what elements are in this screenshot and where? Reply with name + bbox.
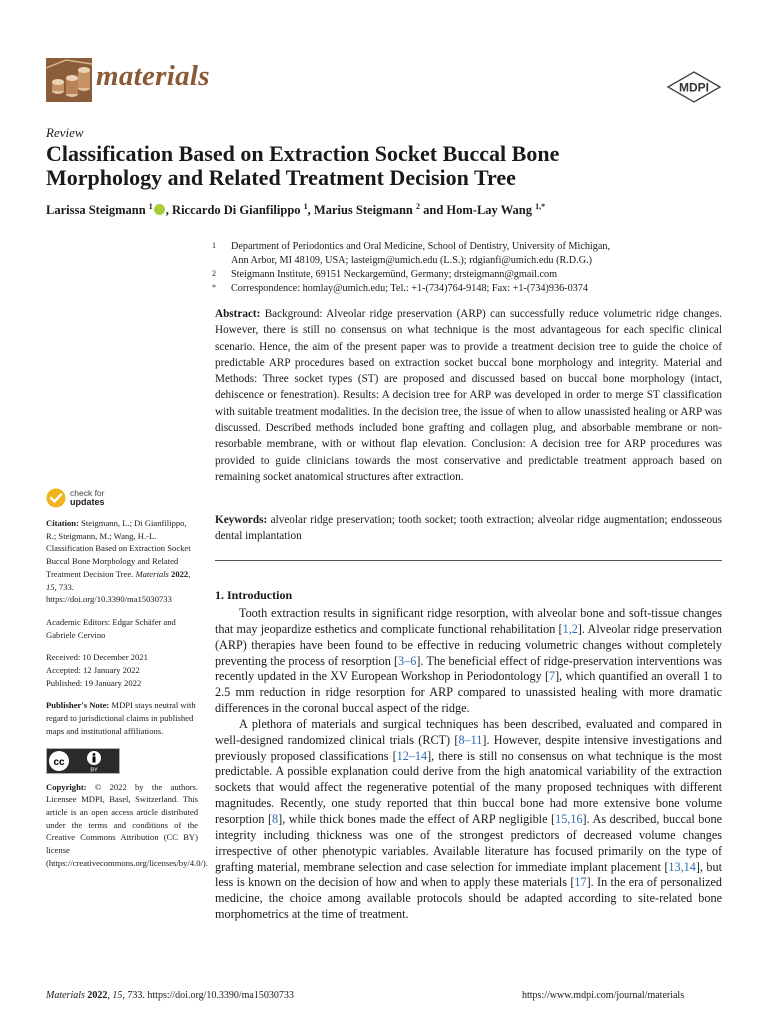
reference-link[interactable]: 17 <box>574 875 587 890</box>
affiliation-text: Steigmann Institute, 69151 Neckargemünd, Germany; drsteigmann@gmail.com <box>231 269 558 280</box>
keywords <box>215 512 722 545</box>
article-type: Review <box>46 125 84 140</box>
author-affil-mark: 1,* <box>535 202 546 211</box>
keywords-label: Keywords: <box>215 514 268 526</box>
copyright <box>46 781 208 870</box>
author-name[interactable]: Larissa Steigmann <box>46 203 146 218</box>
affiliation-text: Ann Arbor, MI 48109, USA; lasteigm@umich.edu (L.S.); rdgianfi@umich.edu (R.D.G.) <box>231 255 593 266</box>
cc-by-text: BY <box>90 767 98 774</box>
section-divider <box>215 560 722 561</box>
author-name[interactable]: Marius Steigmann <box>313 203 413 218</box>
check-for-updates-label <box>70 489 105 507</box>
reference-link[interactable]: 12–14 <box>396 748 428 763</box>
citation-text: Steigmann, L.; Di Gianfilippo, R.; Steigmann, M.; Wang, H.-L. Classification Based on Extraction Socket Buccal Bone Morphology and Related Treatment Decision Tree. <box>46 518 191 579</box>
cc-by-license-icon[interactable] <box>46 748 120 774</box>
article-title <box>46 142 726 190</box>
check-line-1: check for <box>70 488 105 498</box>
abstract-text: Background: Alveolar ridge preservation (ARP) can successfully reduce volumetric ridge changes. However, there is still no consensus on what technique is the most advantageous for each specific clinical scenario. Hence, the aim of the present paper was to provide a treatment decision tree to guide the choice of predictable ARP procedures based on extraction socket buccal bone morphology and integrity. Material and Methods: Three socket types (ST) are proposed and discussed based on buccal bone morphology (intact, dehiscence or fenestration). Results: A decision tree for ARP was developed in order to merge ST classification with suitable treatment modalities. In the decision tree, the issue of when to allow unassisted healing or ARP was discussed. Described methods included bone grafting and collagen plug, and absorbable membrane or non-resorbable membrane, with or without flap elevation. Conclusion: A decision tree for ARP procedures was provided to guide clinicians towards the most conservative and predictable treatment approach based on remaining socket anatomical structures after extraction. <box>215 308 722 483</box>
footer-journal-url[interactable]: https://www.mdpi.com/journal/materials <box>522 990 685 1001</box>
affiliation-mark: 2 <box>212 269 216 278</box>
author-joiner: and <box>423 203 444 218</box>
svg-text:cc: cc <box>53 756 65 768</box>
citation-label: Citation: <box>46 518 79 528</box>
affiliation-item <box>212 282 732 296</box>
copyright-label: Copyright: <box>46 781 87 792</box>
published-date: Published: 19 January 2022 <box>46 677 142 688</box>
title-line-2: Morphology and Related Treatment Decision Tree <box>46 165 516 190</box>
publisher-note-text: MDPI stays neutral with regard to jurisdictional claims in published maps and institutional affiliations. <box>46 700 196 736</box>
citation-volume: 15 <box>46 581 55 592</box>
reference-link[interactable]: 8 <box>272 811 279 826</box>
citation-year: 2022 <box>171 568 189 579</box>
publisher-note <box>46 699 198 737</box>
section-heading: 1. Introduction <box>215 588 293 602</box>
author-name[interactable]: Hom-Lay Wang <box>446 203 532 218</box>
academic-editors: Academic Editors: Edgar Schäfer and Gabriele Cervino <box>46 616 176 640</box>
reference-link[interactable]: 8–11 <box>458 732 483 747</box>
publisher-note-label: Publisher's Note: <box>46 700 110 711</box>
check-for-updates-icon <box>46 488 66 508</box>
affiliation-item <box>212 268 732 282</box>
keywords-text: alveolar ridge preservation; tooth socket; tooth extraction; alveolar ridge augmentation; endosseous dental implantation <box>215 514 722 543</box>
author-list: Larissa Steigmann $^1$ , Riccardo Di Gianfilippo $^1$, Marius Steigmann $^2$ and Hom-Lay Wang $^{1,*}$ <box>46 202 546 218</box>
affiliation-text: Department of Periodontics and Oral Medicine, School of Dentistry, University of Michigan, <box>231 241 611 252</box>
mdpi-logo-text: MDPI <box>679 80 709 95</box>
abstract-label: Abstract: <box>215 308 261 320</box>
check-for-updates-badge[interactable] <box>46 488 105 508</box>
citation-doi[interactable]: , 733. https://doi.org/10.3390/ma15030733 <box>46 581 172 605</box>
footer-citation: Materials 2022, 15, 733. https://doi.org/10.3390/ma15030733 <box>46 990 294 1001</box>
orcid-icon[interactable] <box>154 204 165 215</box>
footer-journal: Materials <box>46 990 85 1001</box>
affiliation-text: Correspondence: homlay@umich.edu; Tel.: +1-(734)764-9148; Fax: +1-(734)936-0374 <box>231 283 588 294</box>
received-date: Received: 10 December 2021 <box>46 652 148 663</box>
affiliation-item <box>212 240 732 268</box>
reference-link[interactable]: 7 <box>549 669 556 684</box>
sidebar <box>46 517 208 879</box>
paragraph: A plethora of materials and surgical techniques has been described, evaluated and compared in well-designed randomized clinical trials (RCT) [8–11]. However, despite intensive investigations and previously proposed classifications [12–14], there is still no consensus on what technique is the most predictable. A possible explanation could derive from the high anatomical variability of the extraction sockets that would affect the regenerative potential of the many proposed techniques with different magnitudes. Recently, one study reported that thin buccal bone had more extensive bone volume resorption [8], while thick bones made the effect of ARP negligible [15,16]. As described, buccal bone integrity including thickness was one of the strongest predictors of decreased volume changes irrespective of other phenotypic variables. Available literature has focused primarily on the type of grafting material, membrane selection and case selection for immediate implant placement [13,14], but less is known on the decision of how and when to apply these materials [17]. In the era of personalized medicine, the choice among available protocols should be adapted according to site-related bone morphometrics at the time of treatment. <box>215 716 723 922</box>
citation: Citation: Steigmann, L.; Di Gianfilippo, R.; Steigmann, M.; Wang, H.-L. Classification Based on Extraction Socket Buccal Bone Morphology and Related Treatment Decision Tree. Materials 2022, 15, 733. https://doi.org/10.3390/ma15030733 <box>46 518 191 605</box>
affiliation-mark: 1 <box>212 241 216 250</box>
author-affil-mark: 2 <box>416 202 420 211</box>
reference-link[interactable]: 13,14 <box>668 859 696 874</box>
mdpi-logo-icon[interactable] <box>666 70 722 104</box>
affiliation-mark: * <box>212 283 216 292</box>
footer-volume: 15 <box>112 990 123 1001</box>
paragraph: Tooth extraction results in significant ridge resorption, with alveolar bone and soft-tissue changes that may jeopardize esthetics and complicate functional rehabilitation [1,2]. Alveolar ridge preservation (ARP) therapies have been found to be effective in reducing volumetric changes without completely preventing the process of resorption [3–6]. The beneficial effect of ridge-preservation interventions was recently updated in the XV European Workshop in Periodontology [7], which quantified an overall 1 to 2.5 mm reduction in ridge resorption for ARP compared to unassisted healing with more dramatic differences in the coronal buccal aspect of the ridge. <box>215 606 722 716</box>
author-affil-mark: 1 <box>148 202 153 211</box>
abstract <box>215 306 722 485</box>
footer-year: 2022 <box>87 990 108 1001</box>
reference-link[interactable]: 3–6 <box>398 653 417 668</box>
author-name[interactable]: Riccardo Di Gianfilippo <box>172 203 301 218</box>
accepted-date: Accepted: 12 January 2022 <box>46 665 140 676</box>
introduction-body <box>215 606 722 923</box>
citation-journal: Materials <box>135 568 169 579</box>
title-line-1: Classification Based on Extraction Socket Buccal Bone <box>46 141 560 166</box>
dates <box>46 651 198 689</box>
reference-link[interactable]: 1,2 <box>562 621 578 636</box>
affiliations <box>212 240 732 296</box>
materials-logo-icon <box>46 58 92 102</box>
copyright-text: © 2022 by the authors. Licensee MDPI, Basel, Switzerland. This article is an open access article distributed under the terms and conditions of the Creative Commons Attribution (CC BY) license (https://creativecommons.org/licenses/by/4.0/). <box>46 781 208 868</box>
journal-name: materials <box>96 60 210 92</box>
reference-link[interactable]: 15,16 <box>555 811 583 826</box>
author-affil-mark: 1 <box>303 202 308 211</box>
footer-doi[interactable]: , 733. https://doi.org/10.3390/ma15030733 <box>122 990 294 1001</box>
check-line-2: updates <box>70 497 105 507</box>
